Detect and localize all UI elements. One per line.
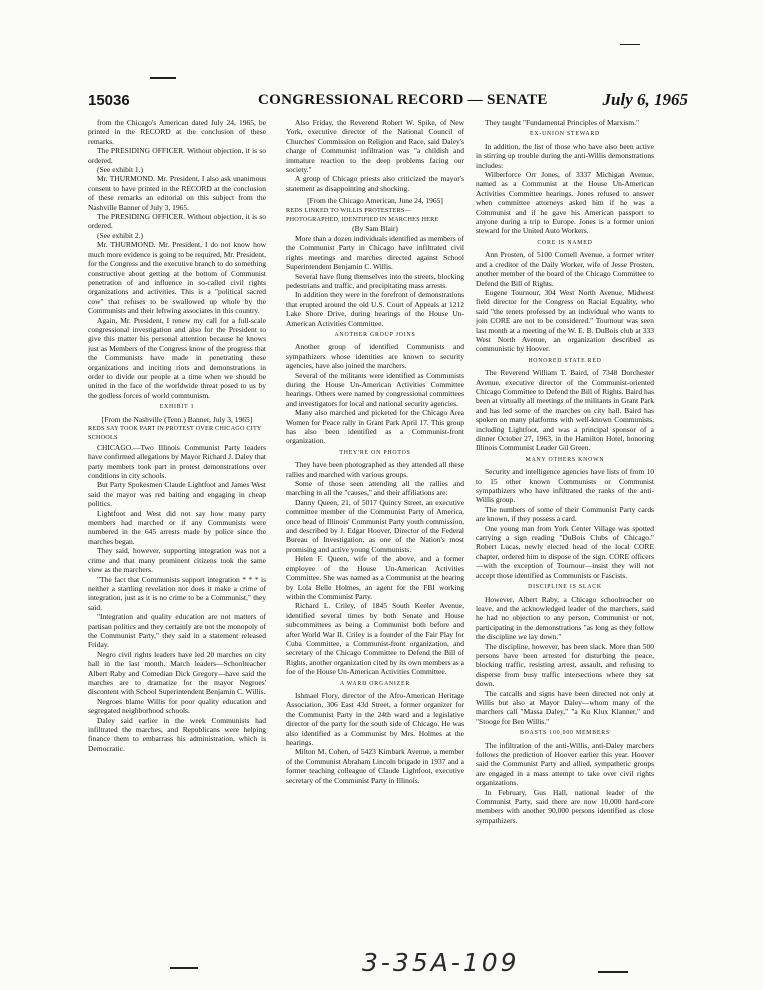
paragraph: Ishmael Flory, director of the Afro-American Heritage Association, 306 East 43d Street, a former organizer for the Communist Party in the 24th ward and a legislative director of the party for the south side of Chicago. He was also identified as a Communist by Mrs. Holmes at the hearings.	[286, 690, 464, 747]
page-number: 15036	[88, 92, 130, 109]
paragraph: Many also marched and picketed for the Chicago Area Women for Peace rally in Grant Park April 17. This group has also been identified as a Communist-front organization.	[286, 408, 464, 446]
paragraph: Ann Prosten, of 5100 Cornell Avenue, a former writer and a creditor of the Daily Worker, wife of Jesse Prosten, another member of the board of the Chicago Committee to Defend the Bill of Rights.	[476, 250, 654, 288]
subheading: ANOTHER GROUP JOINS	[334, 331, 416, 338]
subheading: THEY'RE ON PHOTOS	[339, 449, 411, 456]
paragraph: Eugene Tournour, 304 West North Avenue, Midwest field director for the Congress on Racial Equality, who said "the tenets professed by an individual who wants to join CORE are not to be considered." Tournour was seen last month at a meeting of the W. E. B. DuBois club at 333 West North Avenue, an organization described as communistic by Hoover.	[476, 287, 654, 354]
paragraph: But Party Spokesmen Claude Lightfoot and James West said the mayor was red baiting and engaging in cheap politics.	[88, 480, 266, 509]
paragraph: Lightfoot and West did not say how many party members had marched or if any Communists were numbered in the 645 arrests made by police since the marches began.	[88, 508, 266, 546]
paragraph: Daley said earlier in the week Communists had infiltrated the marches, and Republicans were helping finance them to embarrass his administration, which is Democratic.	[88, 715, 266, 753]
paragraph: Several have flung themselves into the streets, blocking pedestrians and traffic, and precipitating mass arrests.	[286, 271, 464, 290]
subheading: BOASTS 100,000 MEMBERS	[520, 730, 610, 737]
paragraph: Again, Mr. President, I renew my call for a full-scale congressional investigation and also for the President to give this matter his personal attention because he knows just as Members of the Congress know of the progress that the Communists have made in penetrating these organizations and inciting riots and demonstrations in order to divide our people at a time when we should be united in the face of the worldwide threat posed to us by the godless forces of world communism.	[88, 315, 266, 400]
paragraph: Wilberforce Orr Jones, of 3337 Michigan Avenue, named as a Communist at the House Un-American Activities Committee hearings. Jones refused to answer when committee attorneys asked him if he was a Communist and if he gave his American passport to anyone during a trip to Europe. Jones is a former union steward for the United Auto Workers.	[476, 170, 654, 236]
subheading: A WARD ORGANIZER	[339, 680, 411, 687]
column-middle	[286, 118, 464, 986]
paragraph: Another group of identified Communists and sympathizers whose identities are known to security agencies, have also joined the marchers.	[286, 342, 464, 371]
paragraph: Negroes blame Willis for poor quality education and segregated neighborhood schools.	[88, 696, 266, 716]
paragraph: from the Chicago's American dated July 24, 1965, be printed in the RECORD at the conclusion of these remarks.	[88, 118, 266, 146]
subheading: MANY OTHERS KNOWN	[525, 456, 605, 463]
paragraph: Several of the militants were identified as Communists during the House Un-American Activities Committee hearings. Others were named by congressional committees and investigators for local and national security agencies.	[286, 370, 464, 408]
exhibit-source: [From the Nashville (Tenn.) Banner, July 3, 1965]	[101, 414, 253, 424]
paragraph: Helen F. Queen, wife of the above, and a former employee of the House Un-American Activities Committee. She was named as a Communist at the hearing by Lola Belle Holmes, an agent for the FBI working within the Communist Party.	[286, 554, 464, 601]
article-byline: (By Sam Blair)	[352, 224, 398, 234]
paragraph: They taught "Fundamental Principles of Marxism."	[485, 118, 640, 127]
subheading: EX-UNION STEWARD	[530, 131, 600, 138]
paragraph: Milton M. Cohen, of 5423 Kimbark Avenue, a member of the Communist Abraham Lincoln brigade in 1937 and a former teaching colleague of Claude Lightfoot, executive secretary of the Communist Party in Illinois.	[286, 747, 464, 785]
paragraph: A group of Chicago priests also criticized the mayor's statement as disappointing and shocking.	[286, 174, 464, 193]
paragraph: The catcalls and signs have been directed not only at Willis but also at Mayor Daley—whom many of the marchers call "Massa Daley," "a Ku Klux Klanner," and "Stooge for Ben Willis."	[476, 688, 654, 726]
paragraph: "Integration and quality education are not matters of partisan politics and they certainly are not the monopoly of the Communist Party," they said in a statement released Friday.	[88, 612, 266, 650]
handwritten-file-number: 3-35A-109	[362, 948, 520, 977]
page-date: July 6, 1965	[602, 90, 688, 109]
paragraph: In addition they were in the forefront of demonstrations that erupted around the old U.S. Court of Appeals at 1212 Lake Shore Drive, during hearings of the House Un-American Activities Committee.	[286, 290, 464, 328]
paragraph: In February, Gus Hall, national leader of the Communist Party, said there are now 10,000 hard-core members with another 90,000 persons identified as close sympathizers.	[476, 787, 654, 825]
paragraph: The numbers of some of their Communist Party cards are known, if they possess a card.	[476, 504, 654, 524]
subheading: CORE IS NAMED	[537, 239, 593, 246]
paragraph: (See exhibit 2.)	[97, 230, 144, 240]
paragraph: Also Friday, the Reverend Robert W. Spike, of New York, executive director of the National Council of Churches' Commission on Religion and Race, said Daley's charge of Communist infiltration was "a childish and immature reaction to the deep problems facing our society."	[286, 118, 464, 175]
page-header	[88, 92, 688, 114]
exhibit-heading: EXHIBIT 1	[159, 404, 195, 411]
paragraph: The infiltration of the anti-Willis, anti-Daley marchers follows the prediction of Hoover earlier this year. Hoover said the Communist Party and allied, sympathetic groups are engaged in a mass attempt to take over civil rights organizations.	[476, 740, 654, 788]
paragraph: They said, however, supporting integration was not a crime and that many prominent citizens took the same view as the marchers.	[88, 546, 266, 575]
column-left	[88, 118, 266, 960]
paragraph: The PRESIDING OFFICER. Without objection, it is so ordered.	[88, 212, 266, 231]
paragraph: More than a dozen individuals identified as members of the Communist Party in Chicago have infiltrated civil rights meetings and marches directed against School Superintendent Benjamin C. Willis.	[286, 233, 464, 272]
paragraph: Some of those seen attending all the rallies and marching in all the "causes," and their affiliations are:	[286, 479, 464, 498]
paragraph: Security and intelligence agencies have lists of from 10 to 15 other known Communists or Communist sympathizers who have infiltrated the ranks of the anti-Willis group.	[476, 467, 654, 505]
column-right	[476, 118, 654, 970]
paragraph: Danny Queen, 21, of 5017 Quincy Street, an executive committee member of the Communist Party of America, once head of Illinois' Communist Party youth commission, and described by J. Edgar Hoover, Director of the Federal Bureau of Investigation, as one of the Nation's most promising and active young Communists.	[286, 497, 464, 554]
exhibit-headline: REDS SAY TOOK PART IN PROTEST OVER CHICAGO CITY SCHOOLS	[88, 425, 262, 442]
paragraph: However, Albert Raby, a Chicago schoolteacher on leave, and the acknowledged leader of the marchers, said he had no objection to any person, Communist or not, participating in the demonstrations "as long as they follow the discipline we lay down."	[476, 594, 654, 642]
paragraph: (See exhibit 1.)	[97, 165, 144, 175]
paragraph: The Reverend William T. Baird, of 7348 Dorchester Avenue, executive director of the Communist-oriented Chicago Committee to Defend the Bill of Rights. Baird has been at virtually all meetings of the militants in Grant Park and has led some of the marches on city hall. Baird has spoken on many platforms with well-known Communists, including Lightfoot, and was a principal sponsor of a dinner October 27, 1963, in the Hamilton Hotel, honoring Illinois Communist Leader Gil Green.	[476, 368, 654, 453]
paragraph: Richard L. Criley, of 1845 South Keeler Avenue, identified several times by both Senate and House subcommittees as being a Communist both before and after World War II. Criley is a founder of the Fair Play for Cuba Committee, a Communist-front organization, and secretary of the Chicago Committee to Defend the Bill of Rights, another organization cited by its own members as a foe of the House Un-American Activities Committee.	[286, 601, 464, 677]
bottom-scan-mark-left	[170, 967, 198, 969]
paragraph: "The fact that Communists support integration * * * is neither a startling revelation nor does it make a crime of integration, just as it is no crime to be a Communist," they said.	[88, 574, 266, 612]
subheading: HONORED STATE RED	[528, 357, 602, 364]
paragraph: CHICAGO.—Two Illinois Communist Party leaders have confirmed allegations by Mayor Richard J. Daley that party members took part in protest demonstrations over conditions in city schools.	[88, 442, 266, 481]
paragraph: Mr. THURMOND. Mr. President, I also ask unanimous consent to have printed in the RECORD at the conclusion of these remarks an editorial on this subject from the Nashville Banner of July 3, 1965.	[88, 174, 266, 212]
article-headline: REDS LINKED TO WILLIS PROTESTERS—PHOTOGRAPHED, IDENTIFIED IN MARCHES HERE	[286, 206, 439, 224]
paragraph: The discipline, however, has been slack. More than 500 persons have been arrested for disturbing the peace, blocking traffic, resisting arrest, assault, and refusing to disperse from busy traffic intersections where they sat down.	[476, 641, 654, 689]
bottom-scan-mark-right	[598, 971, 628, 973]
paragraph: Mr. THURMOND. Mr. President, I do not know how much more evidence is going to be required, Mr. President, for the Congress and the executive branch to do something constructive about getting at the bottom of Communist penetration of and influence in so-called civil rights organizations and activities. This is a "political sacred cow" that refuses to be swallowed up whole by the Communists and their leftwing associates in this country.	[88, 240, 266, 316]
top-scan-mark	[150, 77, 176, 79]
paragraph: The PRESIDING OFFICER. Without objection, it is so ordered.	[88, 146, 266, 165]
paragraph: They have been photographed as they attended all these rallies and marched with various groups.	[286, 460, 464, 479]
subheading: DISCIPLINE IS SLACK	[528, 584, 602, 591]
top-scan-mark-right	[620, 44, 640, 45]
paragraph: One young man from York Center Village was spotted carrying a sign reading "DuBois Clubs of Chicago." Robert Lucas, newly elected head of the local CORE chapter, ordered him to dispose of the sign. CORE officers—with the exception of Tournour—insist they will not accept those identified as Communists or Fascists.	[476, 523, 654, 580]
paragraph: In addition, the list of those who have also been active in stirring up trouble during the anti-Willis demonstrations includes:	[476, 141, 654, 170]
paragraph: Negro civil rights leaders have led 20 marches on city hall in the last month. March leaders—Schoolteacher Albert Raby and Comedian Dick Gregory—have said the marches are to dramatize for the mayor Negroes' discontent with School Superintendent Benjamin C. Willis.	[88, 649, 266, 697]
publication-title: CONGRESSIONAL RECORD — SENATE	[258, 92, 548, 108]
article-source: [From the Chicago American, June 24, 1965]	[307, 196, 443, 206]
